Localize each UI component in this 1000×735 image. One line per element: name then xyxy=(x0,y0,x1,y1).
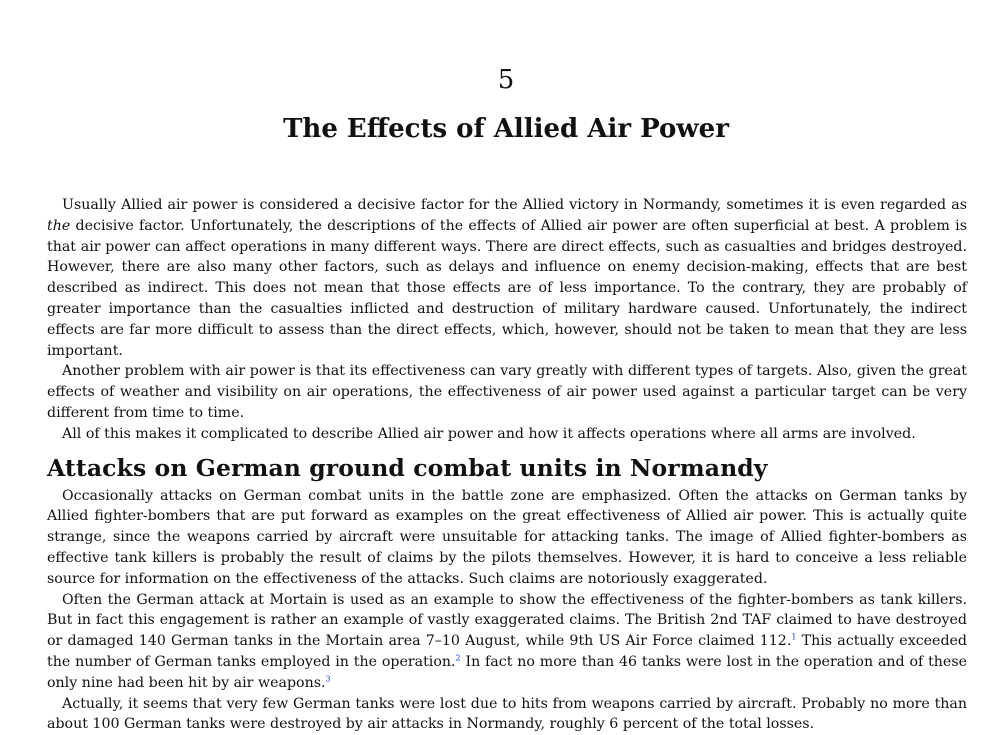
section-paragraph: Often the German attack at Mortain is used as an example to show the effectiveness of the fighter-bombers as tank killers. But in fact this engagement is rather an example of vastly exaggerated claims. The British 2nd TAF claimed to have destroyed or damaged 140 German tanks in the Mortain area 7–10 August, while 9th US Air Force claimed 112.$^1$ This actually exceeded the number of German tanks employed in the operation.$^2$ In fact no more than 46 tanks were lost in the operation and of these only nine had been hit by air weapons.$^3$ xyxy=(47,591,968,691)
section-paragraph: Occasionally attacks on German combat units in the battle zone are emphasized. Often the attacks on German tanks by Allied fighter-bombers that are put forward as examples on the great effectiveness of Allied air power. This is actually quite strange, since the weapons carried by aircraft were unsuitable for attacking tanks. The image of Allied fighter-bombers as effective tank killers is probably the result of claims by the pilots themselves. However, it is hard to conceive a less reliable source for information on the effectiveness of the attacks. Such claims are notoriously exaggerated. xyxy=(47,487,967,587)
chapter-title: The Effects of Allied Air Power xyxy=(283,114,729,144)
chapter-number: 5 xyxy=(497,65,515,95)
section-paragraph: Actually, it seems that very few German tanks were lost due to hits from weapons carried by aircraft. Probably no more than about 100 German tanks were destroyed by air attacks in Normandy, roughly 6 percent of the total losses. xyxy=(47,695,967,733)
intro-paragraph: Usually Allied air power is considered a decisive factor for the Allied victory in Normandy, sometimes it is even regarded as the decisive factor. Unfortunately, the descriptions of the effects of Allied air power are often superficial at best. A problem is that air power can affect operations in many different ways. There are direct effects, such as casualties and bridges destroyed. However, there are also many other factors, such as delays and influence on enemy decision-making, effects that are best described as indirect. This does not mean that those effects are of less importance. To the contrary, they are probably of greater importance than the casualties inflicted and destruction of military hardware caused. Unfortunately, the indirect effects are far more difficult to assess than the direct effects, which, however, should not be taken to mean that they are less important. xyxy=(47,197,967,359)
footnote-link[interactable]: 2 xyxy=(455,653,461,663)
intro-paragraph: All of this makes it complicated to describe Allied air power and how it affects operations where all arms are involved. xyxy=(62,425,916,442)
emphasis-the: the xyxy=(47,217,71,234)
chapter-body xyxy=(47,195,967,735)
section-heading: Attacks on German ground combat units in Normandy xyxy=(47,453,768,482)
footnote-link[interactable]: 1 xyxy=(791,632,797,642)
intro-paragraph: Another problem with air power is that its effectiveness can vary greatly with different types of targets. Also, given the great effects of weather and visibility on air operations, the effectiveness of air power used against a particular target can be very different from time to time. xyxy=(47,363,967,421)
footnote-link[interactable]: 3 xyxy=(325,674,331,683)
